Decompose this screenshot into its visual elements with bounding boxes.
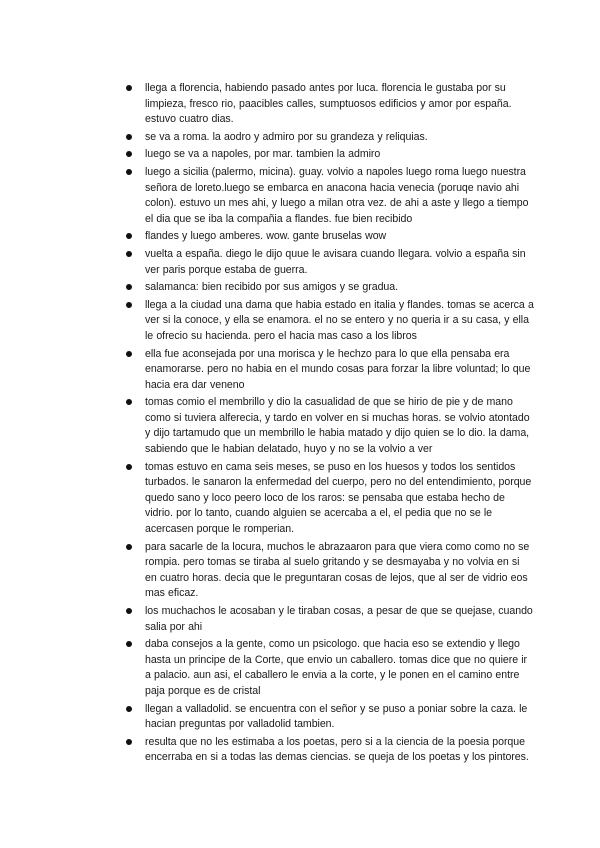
list-item-text: llega a la ciudad una dama que habia estado en italia y flandes. tomas se acerca a ver si la conoce, y ella se enamora. el no se entero y no queria ir a su casa, y ella le ofrecio su hacienda. pero el hacia mas caso a los libros — [145, 298, 534, 342]
list-item-text: los muchachos le acosaban y le tiraban cosas, a pesar de que se quejase, cuando salia por ahi — [145, 605, 533, 633]
bullet-icon — [126, 302, 132, 308]
list-item-text: vuelta a españa. diego le dijo quue le avisara cuando llegara. volvio a españa sin ver paris porque estaba de guerra. — [145, 247, 526, 276]
bullet-icon — [126, 233, 132, 239]
list-item — [126, 247, 534, 278]
bullet-icon — [126, 151, 132, 157]
list-item-text: luego a sicilia (palermo, micina). guay. volvio a napoles luego roma luego nuestra señora de loreto.luego se embarca en anacona hacia venecia (poruqe navio ahi colon). estuvo un mes ahi, y luego a milan otra vez. de ahi a aste y llego a tiempo el dia que se iba la compañia a flandes. fue bien recibido — [145, 165, 529, 225]
bullet-icon — [126, 169, 132, 175]
list-item — [126, 702, 534, 733]
bullet-icon — [126, 399, 132, 405]
list-item — [126, 165, 534, 227]
list-item — [126, 460, 534, 538]
list-item-text: se va a roma. la aodro y admiro por su grandeza y reliquias. — [145, 130, 428, 143]
bullet-icon — [126, 351, 132, 357]
list-item — [126, 298, 534, 345]
list-item-text: daba consejos a la gente, como un psicologo. que hacia eso se extendio y llego hasta un principe de la Corte, que envio un caballero. tomas dice que no quiere ir a palacio. aun asi, el caballero le envia a la corte, y le ponen en el camino entre paja porque es de cristal — [145, 638, 528, 697]
list-item-text: para sacarle de la locura, muchos le abrazaaron para que viera como como no se rompia. pero tomas se tiraba al suelo gritando y se desmayaba y no volvia en si en cuatro horas. decia que le preguntaran cosas de lejos, que al ser de vidrio eos mas eficaz. — [145, 540, 530, 600]
bullet-icon — [126, 284, 132, 290]
list-item — [126, 130, 534, 146]
bullet-icon — [126, 544, 132, 550]
list-item-text: luego se va a napoles, por mar. tambien la admiro — [145, 148, 381, 161]
bullet-icon — [126, 706, 132, 712]
bullet-icon — [126, 85, 132, 91]
list-item-text: resulta que no les estimaba a los poetas, pero si a la ciencia de la poesia porque encerraba en si a todas las demas ciencias. se queja de los poetas y los pintores. — [145, 735, 529, 764]
list-item — [126, 395, 534, 457]
list-item — [126, 280, 534, 296]
list-item-text: tomas comio el membrillo y dio la casualidad de que se hirio de pie y de mano como si tuviera alferecia, y tardo en volver en si muchas horas. se volvio atontado y dijo tartamudo que un membrillo le habia matado y dijo quien se lo dio. la dama, sabiendo que le habian delatado, huyo y no se la volvio a ver — [145, 396, 530, 456]
bullet-icon — [126, 608, 132, 614]
list-item-text: llega a florencia, habiendo pasado antes por luca. florencia le gustaba por su limpieza, fresco rio, paacibles calles, sumptuosos edificios y amor por españa. estuvo cuatro dias. — [145, 82, 512, 126]
bullet-icon — [126, 641, 132, 647]
list-item-text: ella fue aconsejada por una morisca y le hechzo para lo que ella pensaba era enamorarse. pero no habia en el mundo cosas para forzar la libre voluntad; lo que hacia era dar veneno — [145, 347, 531, 391]
list-item-text: llegan a valladolid. se encuentra con el señor y se puso a poniar sobre la caza. le hacian preguntas por valladolid tambien. — [145, 702, 528, 731]
list-item-text: salamanca: bien recibido por sus amigos y se gradua. — [145, 281, 399, 294]
notes-bullet-list — [126, 81, 534, 768]
bullet-icon — [126, 134, 132, 140]
list-item-text: flandes y luego amberes. wow. gante bruselas wow — [145, 230, 387, 243]
list-item — [126, 147, 534, 163]
bullet-icon — [126, 739, 132, 745]
list-item — [126, 637, 534, 699]
bullet-icon — [126, 464, 132, 470]
list-item — [126, 229, 534, 245]
list-item-text: tomas estuvo en cama seis meses, se puso en los huesos y todos los sentidos turbados. le sanaron la enfermedad del cuerpo, pero no del entendimiento, porque quedo sano y loco peero loco de los raros: se pensaba que estaba hecho de vidrio. por lo tanto, cuando alguien se acercaba a el, el pedia que no se le acercasen porque le romperian. — [145, 460, 532, 536]
list-item — [126, 735, 534, 766]
list-item — [126, 604, 534, 635]
list-item — [126, 81, 534, 128]
list-item — [126, 347, 534, 394]
bullet-icon — [126, 251, 132, 257]
list-item — [126, 540, 534, 602]
